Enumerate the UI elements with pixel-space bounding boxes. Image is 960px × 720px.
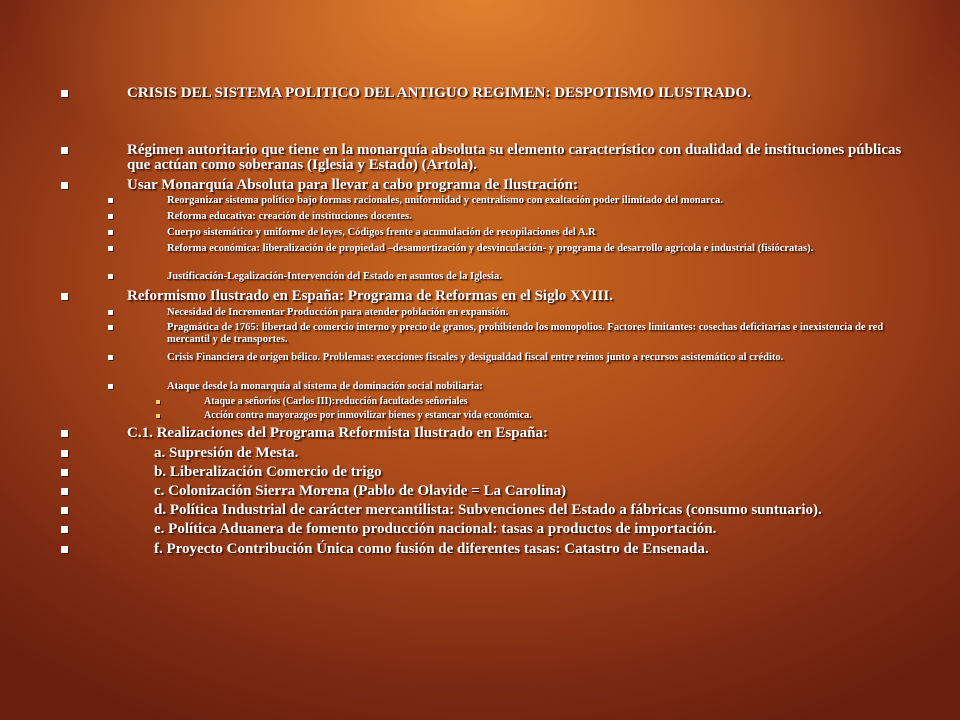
realizacion-text: b. Liberalización Comercio de trigo <box>154 464 382 480</box>
point-1-text: Régimen autoritario que tiene en la monarquía absoluta su elemento característico con dualidad de instituciones públicas que actúan como soberanas (Iglesia y Estado) (Artola). <box>127 142 902 173</box>
bullet-icon <box>61 488 68 495</box>
sub-item <box>167 381 907 393</box>
sub-item-text: Crisis Financiera de origen bélico. Problemas: execciones fiscales y desigualdad fiscal entre reinos junto a recursos asistemático al crédito. <box>167 352 784 363</box>
bullet-icon <box>61 526 68 533</box>
bullet-icon <box>108 384 113 389</box>
sub-item <box>167 271 907 283</box>
point-3 <box>127 289 907 304</box>
bullet-icon <box>61 507 68 514</box>
sub-item-text: Pragmática de 1765: libertad de comercio interno y precio de granos, prohibiendo los monopolios. Factores limitantes: cosechas deficitarias e inexistencia de red mercantil y de transportes. <box>167 322 884 345</box>
bullet-icon <box>61 90 68 97</box>
slide-title: CRISIS DEL SISTEMA POLITICO DEL ANTIGUO REGIMEN: DESPOTISMO ILUSTRADO. <box>127 85 751 101</box>
bullet-icon <box>61 430 68 437</box>
bullet-icon <box>61 469 68 476</box>
sub-item-text: Justificación-Legalización-Intervención del Estado en asuntos de la Iglesia. <box>167 271 502 282</box>
realizacion-text: d. Política Industrial de carácter mercantilista: Subvenciones del Estado a fábricas (consumo suntuario). <box>154 502 822 518</box>
bullet-icon <box>61 147 68 154</box>
sub-item <box>167 322 907 345</box>
sub-item <box>167 195 907 207</box>
point-4 <box>127 426 907 441</box>
realizacion-item <box>154 542 914 557</box>
sub-item-text: Reforma económica: liberalización de propiedad –desamortización y desvinculación- y programa de desarrollo agrícola e industrial (fisiócratas). <box>167 243 814 254</box>
realizacion-text: f. Proyecto Contribución Única como fusión de diferentes tasas: Catastro de Ensenada. <box>154 541 709 557</box>
realizacion-item <box>154 503 914 518</box>
bullet-icon <box>108 198 113 203</box>
realizacion-text: c. Colonización Sierra Morena (Pablo de Olavide = La Carolina) <box>154 483 567 499</box>
realizacion-item <box>154 446 914 461</box>
sub-item-text: Necesidad de Incrementar Producción para atender población en expansión. <box>167 307 509 318</box>
sub-item-text: Reorganizar sistema político bajo formas racionales, uniformidad y centralismo con exaltación poder ilimitado del monarca. <box>167 195 723 206</box>
point-3-text: Reformismo Ilustrado en España: Programa de Reformas en el Siglo XVIII. <box>127 288 613 304</box>
point-1 <box>127 143 907 173</box>
bullet-icon <box>108 325 113 330</box>
bullet-icon <box>108 355 113 360</box>
bullet-icon <box>108 274 113 279</box>
realizacion-item <box>154 522 914 537</box>
bullet-icon <box>108 230 113 235</box>
sub-sub-item <box>204 396 904 407</box>
point-2-text: Usar Monarquía Absoluta para llevar a cabo programa de Ilustración: <box>127 177 578 193</box>
sub-item-text: Ataque desde la monarquía al sistema de dominación social nobiliaria: <box>167 381 483 392</box>
sub-item <box>167 211 907 223</box>
sub-sub-item <box>204 410 904 421</box>
sub-item <box>167 227 907 239</box>
point-2 <box>127 178 907 193</box>
bullet-icon <box>61 546 68 553</box>
sub-item <box>167 243 907 255</box>
sub-item-text: Cuerpo sistemático y uniforme de leyes, Códigos frente a acumulación de recopilaciones del A.R <box>167 227 596 238</box>
sub-item <box>167 307 907 319</box>
realizacion-item <box>154 484 914 499</box>
bullet-icon <box>108 246 113 251</box>
bullet-icon <box>108 310 113 315</box>
bullet-icon <box>61 182 68 189</box>
bullet-icon <box>156 400 160 404</box>
bullet-icon <box>61 450 68 457</box>
sub-item <box>167 352 907 364</box>
bullet-icon <box>61 293 68 300</box>
sub-sub-item-text: Ataque a señoríos (Carlos III):reducción facultades señoriales <box>204 396 468 407</box>
realizacion-text: a. Supresión de Mesta. <box>154 445 299 461</box>
realizacion-text: e. Política Aduanera de fomento producción nacional: tasas a productos de importación. <box>154 521 717 537</box>
bullet-icon <box>156 414 160 418</box>
title-item <box>127 86 907 101</box>
point-4-text: C.1. Realizaciones del Programa Reformista Ilustrado en España: <box>127 425 548 441</box>
sub-sub-item-text: Acción contra mayorazgos por inmovilizar bienes y estancar vida económica. <box>204 410 532 421</box>
bullet-icon <box>108 214 113 219</box>
sub-item-text: Reforma educativa: creación de instituciones docentes. <box>167 211 412 222</box>
realizacion-item <box>154 465 914 480</box>
